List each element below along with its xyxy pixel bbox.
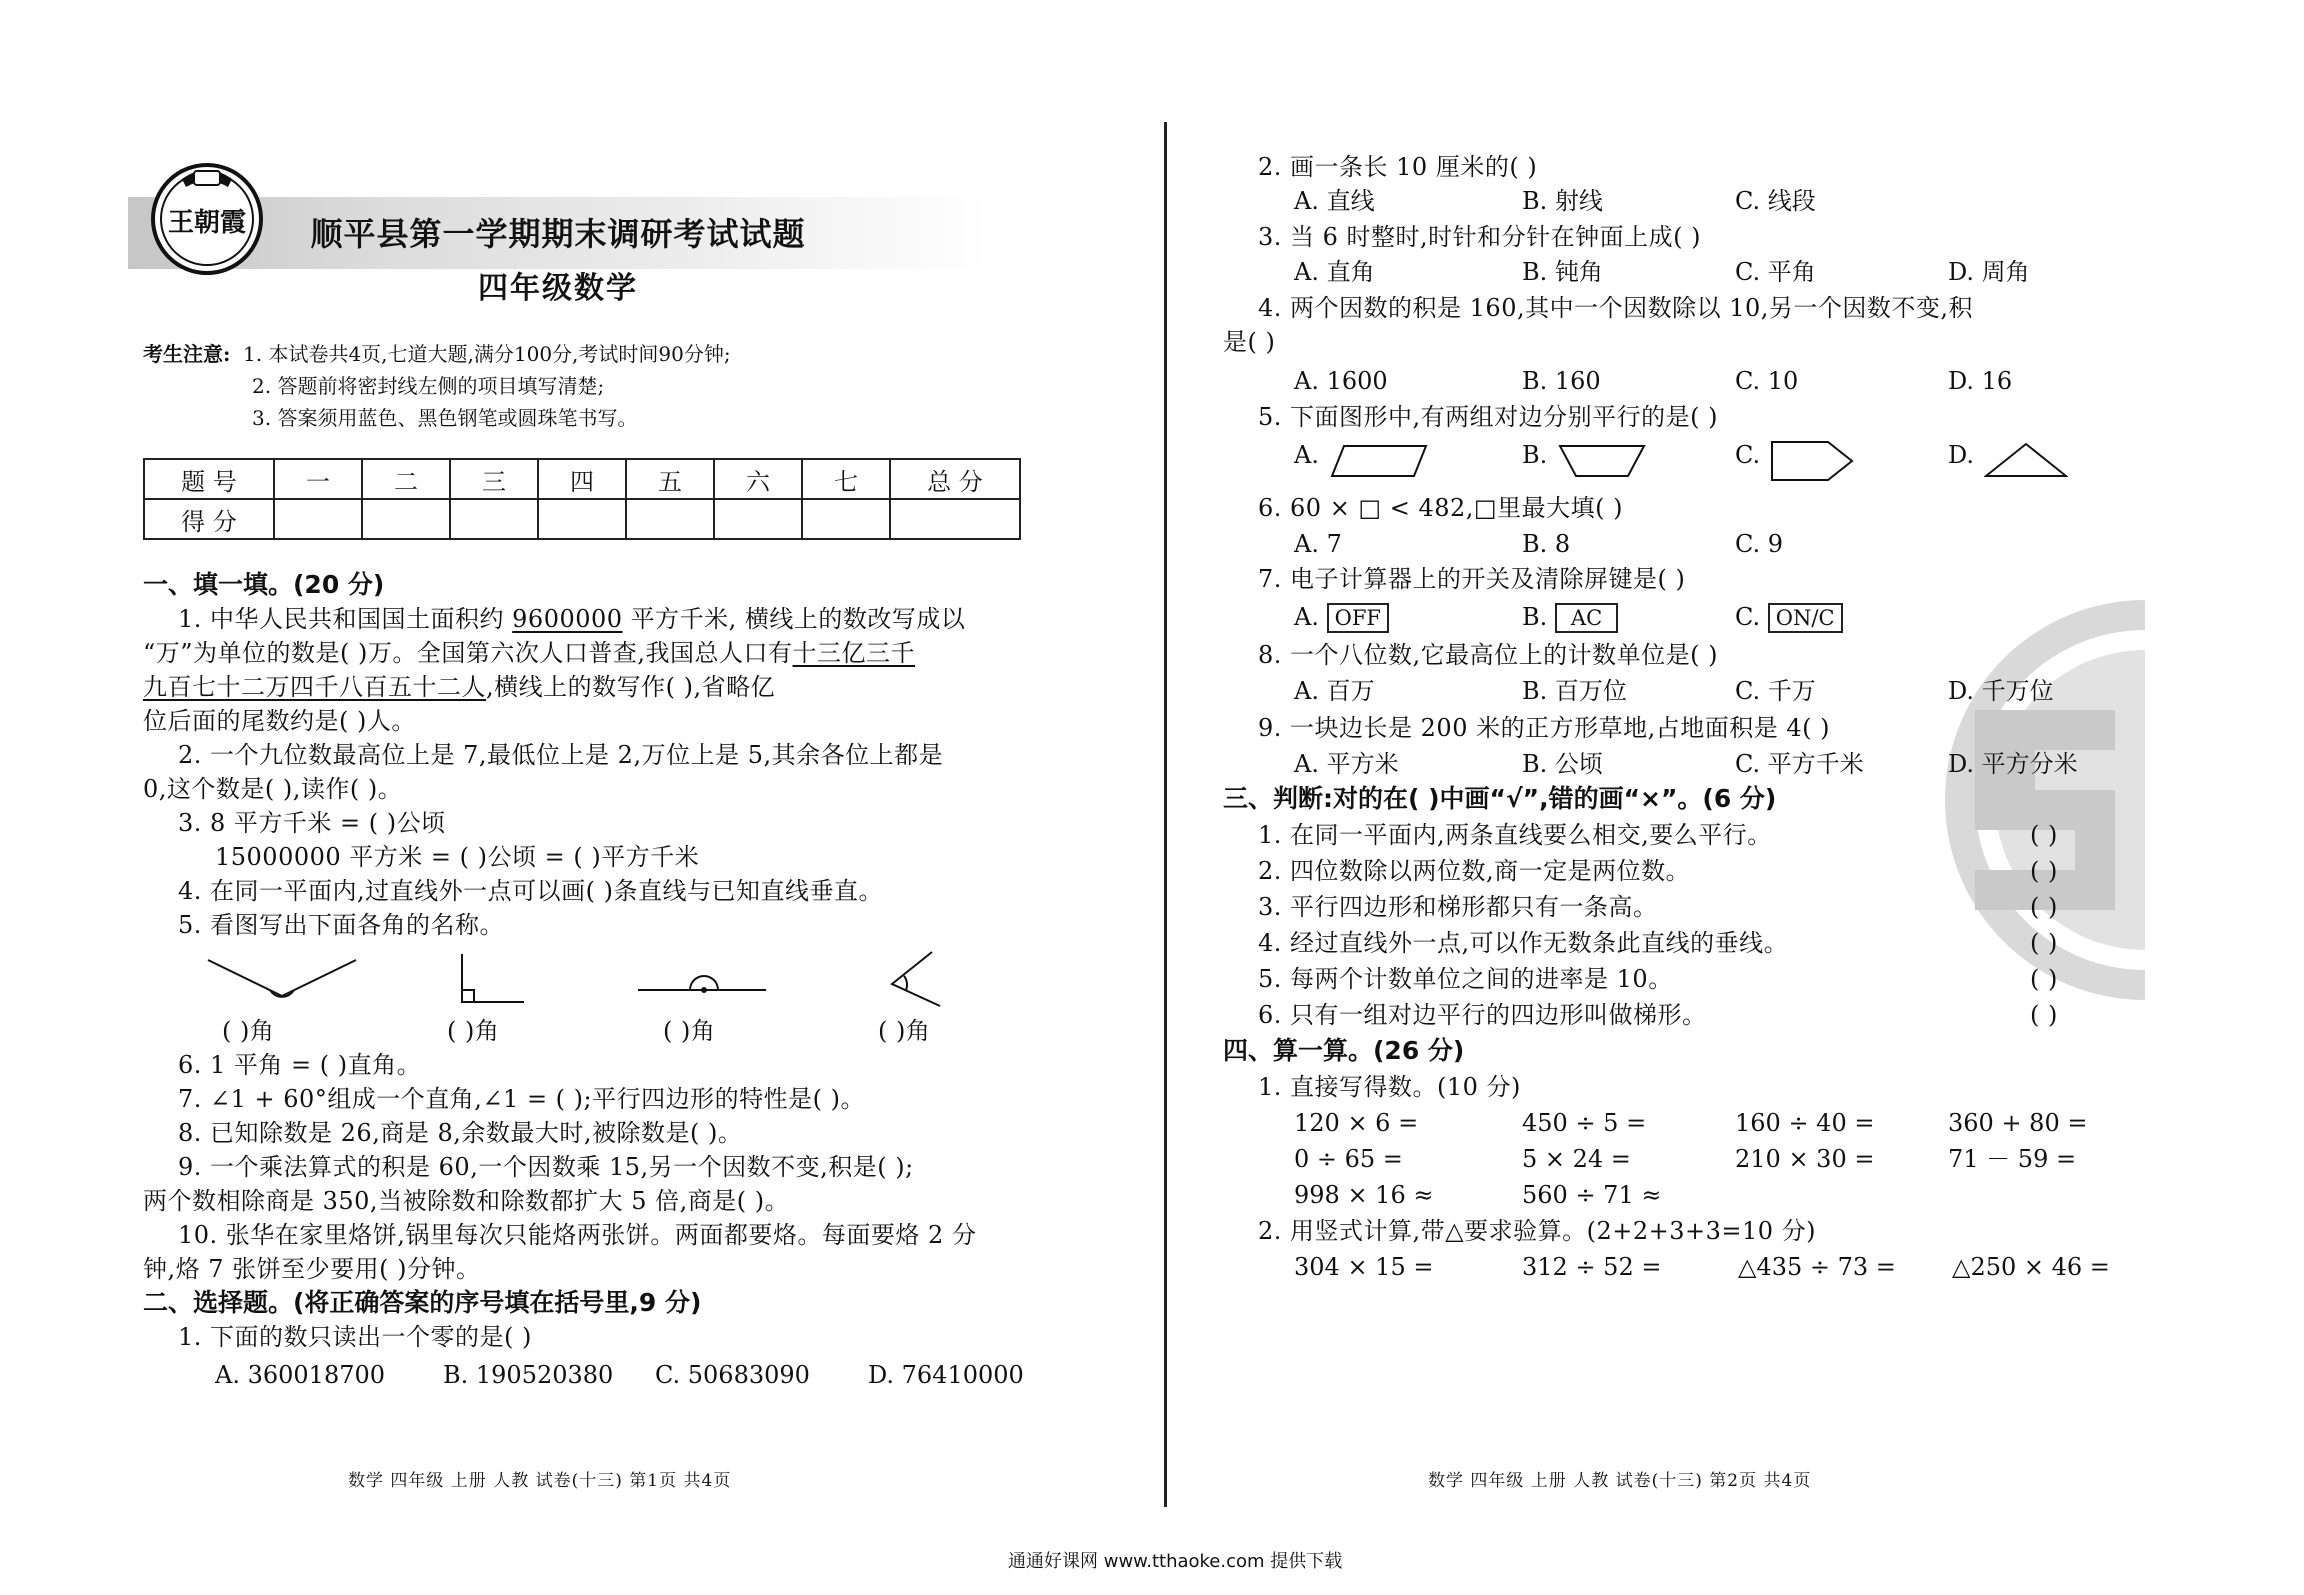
notice-item-2: 2. 答题前将密封线左侧的项目填写清楚;: [252, 374, 605, 398]
section-2-heading: 二、选择题。(将正确答案的序号填在括号里,9 分): [143, 1288, 702, 1317]
s3-item-1: 1. 在同一平面内,两条直线要么相交,要么平行。: [1258, 821, 1772, 849]
s2-q1-option-c: C. 50683090: [655, 1361, 810, 1389]
score-header-cell: 题 号: [144, 459, 274, 499]
calc-4-1: 304 × 15 =: [1294, 1253, 1434, 1281]
s2-q2-option-a: A. 直线: [1294, 187, 1375, 215]
acute-angle-figure: [892, 952, 940, 1006]
s2-q4-option-c: C. 10: [1735, 367, 1799, 395]
s3-item-5: 5. 每两个计数单位之间的进率是 10。: [1258, 965, 1673, 993]
s2-q4-option-b: B. 160: [1522, 367, 1601, 395]
s1-q7: 7. ∠1 + 60°组成一个直角,∠1 = ( );平行四边形的特性是( )。: [178, 1085, 865, 1113]
s1-q1-line2: “万”为单位的数是( )万。全国第六次人口普查,我国总人口有十三亿三千: [143, 639, 916, 667]
s1-q5-blank-4: ( )角: [878, 1017, 931, 1045]
calc-3-1: 998 × 16 ≈: [1294, 1181, 1434, 1209]
s3-item-4: 4. 经过直线外一点,可以作无数条此直线的垂线。: [1258, 929, 1789, 957]
footer-page-1: 数学 四年级 上册 人教 试卷(十三) 第1页 共4页: [348, 1471, 732, 1491]
s2-q1: 1. 下面的数只读出一个零的是( ): [178, 1323, 532, 1351]
s2-q3-option-a: A. 直角: [1294, 258, 1375, 286]
calc-4-2: 312 ÷ 52 =: [1522, 1253, 1662, 1281]
notice-item-1: 1. 本试卷共4页,七道大题,满分100分,考试时间90分钟;: [243, 342, 731, 366]
s2-q5-option-a: A.: [1294, 441, 1319, 469]
s3-answer-blank-2[interactable]: ( ): [2030, 857, 2058, 885]
parallelogram-shape: [1330, 442, 1430, 480]
straight-angle-figure: [638, 976, 766, 993]
s2-q5-option-b: B.: [1522, 441, 1548, 469]
score-cell[interactable]: [890, 499, 1020, 539]
on-c-key: ON/C: [1768, 603, 1843, 633]
s2-q8-option-a: A. 百万: [1294, 677, 1375, 705]
score-cell[interactable]: [626, 499, 714, 539]
s2-q7: 7. 电子计算器上的开关及清除屏键是( ): [1258, 565, 1686, 593]
s3-item-2: 2. 四位数除以两位数,商一定是两位数。: [1258, 857, 1691, 885]
obtuse-angle-figure: [208, 960, 356, 997]
s3-answer-blank-6[interactable]: ( ): [2030, 1001, 2058, 1029]
s1-q3-line1: 3. 8 平方千米 = ( )公顷: [178, 809, 446, 837]
s2-q4-line2: 是( ): [1223, 328, 1276, 356]
s2-q6: 6. 60 × □ < 482,□里最大填( ): [1258, 494, 1623, 522]
s2-q7-option-c: C. ON/C: [1735, 602, 1843, 633]
s2-q9: 9. 一块边长是 200 米的正方形草地,占地面积是 4( ): [1258, 714, 1830, 742]
s2-q9-option-c: C. 平方千米: [1735, 750, 1864, 778]
s2-q1-option-d: D. 76410000: [868, 1361, 1024, 1389]
s1-q3-line2: 15000000 平方米 = ( )公顷 = ( )平方千米: [215, 843, 700, 871]
score-header-cell: 六: [714, 459, 802, 499]
s2-q7-option-b: B. AC: [1522, 602, 1618, 633]
s2-q8-option-b: B. 百万位: [1522, 677, 1627, 705]
exam-subtitle: 四年级数学: [478, 271, 638, 306]
s2-q4-option-a: A. 1600: [1294, 367, 1388, 395]
s1-q9-line1: 9. 一个乘法算式的积是 60,一个因数乘 15,另一个因数不变,积是( );: [178, 1153, 914, 1181]
angle-figures: [200, 950, 1020, 1010]
score-header-cell: 三: [450, 459, 538, 499]
calc-4-4: △250 × 46 =: [1952, 1253, 2110, 1281]
s3-answer-blank-1[interactable]: ( ): [2030, 821, 2058, 849]
calc-2-2: 5 × 24 =: [1522, 1145, 1631, 1173]
calc-2-1: 0 ÷ 65 =: [1294, 1145, 1403, 1173]
s2-q9-option-a: A. 平方米: [1294, 750, 1399, 778]
section-3-heading: 三、判断:对的在( )中画“√”,错的画“×”。(6 分): [1223, 784, 1777, 813]
triangle-shape: [1984, 440, 2068, 480]
score-header-cell: 五: [626, 459, 714, 499]
score-header-cell: 一: [274, 459, 362, 499]
s1-q10-line2: 钟,烙 7 张饼至少要用( )分钟。: [143, 1255, 481, 1283]
s2-q2-option-c: C. 线段: [1735, 187, 1816, 215]
calc-2-3: 210 × 30 =: [1735, 1145, 1875, 1173]
s2-q7-option-a: A. OFF: [1294, 602, 1389, 633]
s2-q9-option-d: D. 平方分米: [1948, 750, 2078, 778]
s2-q5: 5. 下面图形中,有两组对边分别平行的是( ): [1258, 403, 1719, 431]
s3-item-3: 3. 平行四边形和梯形都只有一条高。: [1258, 893, 1658, 921]
header-banner: [128, 157, 988, 306]
s2-q9-option-b: B. 公顷: [1522, 750, 1603, 778]
s2-q8-option-c: C. 千万: [1735, 677, 1816, 705]
score-header-cell: 四: [538, 459, 626, 499]
calc-1-1: 120 × 6 =: [1294, 1109, 1419, 1137]
score-cell[interactable]: [274, 499, 362, 539]
notice-label: 考生注意:: [143, 342, 231, 366]
s2-q5-option-d: D.: [1948, 441, 1975, 469]
off-key: OFF: [1327, 603, 1389, 633]
score-header-cell: 总 分: [890, 459, 1020, 499]
s1-q10-line1: 10. 张华在家里烙饼,锅里每次只能烙两张饼。两面都要烙。每面要烙 2 分: [178, 1221, 977, 1249]
s4-sub-2: 2. 用竖式计算,带△要求验算。(2+2+3+3=10 分): [1258, 1217, 1817, 1245]
svg-text:王朝霞: 王朝霞: [167, 208, 247, 238]
footer-page-2: 数学 四年级 上册 人教 试卷(十三) 第2页 共4页: [1428, 1471, 1812, 1491]
section-4-heading: 四、算一算。(26 分): [1223, 1036, 1465, 1065]
s2-q1-option-a: A. 360018700: [215, 1361, 386, 1389]
notice-item-3: 3. 答案须用蓝色、黑色钢笔或圆珠笔书写。: [252, 406, 638, 430]
s1-q8: 8. 已知除数是 26,商是 8,余数最大时,被除数是( )。: [178, 1119, 743, 1147]
s2-q8-option-d: D. 千万位: [1948, 677, 2054, 705]
calc-1-4: 360 + 80 =: [1948, 1109, 2088, 1137]
s1-q4: 4. 在同一平面内,过直线外一点可以画( )条直线与已知直线垂直。: [178, 877, 884, 905]
score-cell[interactable]: [802, 499, 890, 539]
s3-item-6: 6. 只有一组对边平行的四边形叫做梯形。: [1258, 1001, 1707, 1029]
calc-4-3: △435 ÷ 73 =: [1738, 1253, 1896, 1281]
s2-q8: 8. 一个八位数,它最高位上的计数单位是( ): [1258, 641, 1719, 669]
s1-q2-line1: 2. 一个九位数最高位上是 7,最低位上是 2,万位上是 5,其余各位上都是: [178, 741, 944, 769]
s2-q6-option-a: A. 7: [1294, 530, 1342, 558]
download-credit: 通通好课网 www.tthaoke.com 提供下载: [1008, 1551, 1343, 1572]
s2-q3-option-d: D. 周角: [1948, 258, 2030, 286]
score-row-label: 得 分: [144, 499, 274, 539]
s3-answer-blank-5[interactable]: ( ): [2030, 965, 2058, 993]
s3-answer-blank-4[interactable]: ( ): [2030, 929, 2058, 957]
score-cell[interactable]: [538, 499, 626, 539]
s2-q1-option-b: B. 190520380: [443, 1361, 614, 1389]
s2-q6-option-c: C. 9: [1735, 530, 1784, 558]
s3-answer-blank-3[interactable]: ( ): [2030, 893, 2058, 921]
section-1-heading: 一、填一填。(20 分): [143, 570, 385, 599]
exam-title: 顺平县第一学期期末调研考试试题: [310, 215, 806, 253]
score-cell[interactable]: [362, 499, 450, 539]
s2-q5-option-c: C.: [1735, 441, 1761, 469]
score-table: [143, 458, 1021, 540]
right-angle-figure: [462, 954, 524, 1002]
score-cell[interactable]: [450, 499, 538, 539]
calc-2-4: 71 － 59 =: [1948, 1145, 2077, 1173]
calc-1-2: 450 ÷ 5 =: [1522, 1109, 1647, 1137]
trapezoid-shape: [1558, 442, 1648, 480]
s1-q9-line2: 两个数相除商是 350,当被除数和除数都扩大 5 倍,商是( )。: [143, 1187, 790, 1215]
s1-q1-line4: 位后面的尾数约是( )人。: [143, 707, 416, 735]
s1-q5: 5. 看图写出下面各角的名称。: [178, 911, 505, 939]
s4-sub-1: 1. 直接写得数。(10 分): [1258, 1073, 1521, 1101]
ac-key: AC: [1555, 603, 1618, 633]
pentagon-shape: [1770, 438, 1856, 484]
s1-q2-line2: 0,这个数是( ),读作( )。: [143, 775, 403, 803]
s1-q5-blank-3: ( )角: [663, 1017, 716, 1045]
score-header-cell: 七: [802, 459, 890, 499]
s1-q5-blank-1: ( )角: [222, 1017, 275, 1045]
right-page: [1170, 0, 2304, 1595]
s1-q6: 6. 1 平角 = ( )直角。: [178, 1051, 422, 1079]
page-divider: [1164, 122, 1167, 1507]
s2-q4-line1: 4. 两个因数的积是 160,其中一个因数除以 10,另一个因数不变,积: [1258, 294, 1974, 322]
s2-q2-option-b: B. 射线: [1522, 187, 1603, 215]
s2-q6-option-b: B. 8: [1522, 530, 1571, 558]
s1-q1-line3: 九百七十二万四千八百五十二人,横线上的数写作( ),省略亿: [143, 673, 776, 701]
score-header-cell: 二: [362, 459, 450, 499]
s2-q3: 3. 当 6 时整时,时针和分针在钟面上成( ): [1258, 223, 1702, 251]
s2-q3-option-b: B. 钝角: [1522, 258, 1603, 286]
calc-3-2: 560 ÷ 71 ≈: [1522, 1181, 1662, 1209]
s1-q5-blank-2: ( )角: [447, 1017, 500, 1045]
s2-q2: 2. 画一条长 10 厘米的( ): [1258, 153, 1538, 181]
score-cell[interactable]: [714, 499, 802, 539]
s2-q4-option-d: D. 16: [1948, 367, 2013, 395]
s1-q1-line1: 1. 中华人民共和国国土面积约 9600000 平方千米, 横线上的数改写成以: [178, 605, 966, 633]
calc-1-3: 160 ÷ 40 =: [1735, 1109, 1875, 1137]
s2-q3-option-c: C. 平角: [1735, 258, 1816, 286]
